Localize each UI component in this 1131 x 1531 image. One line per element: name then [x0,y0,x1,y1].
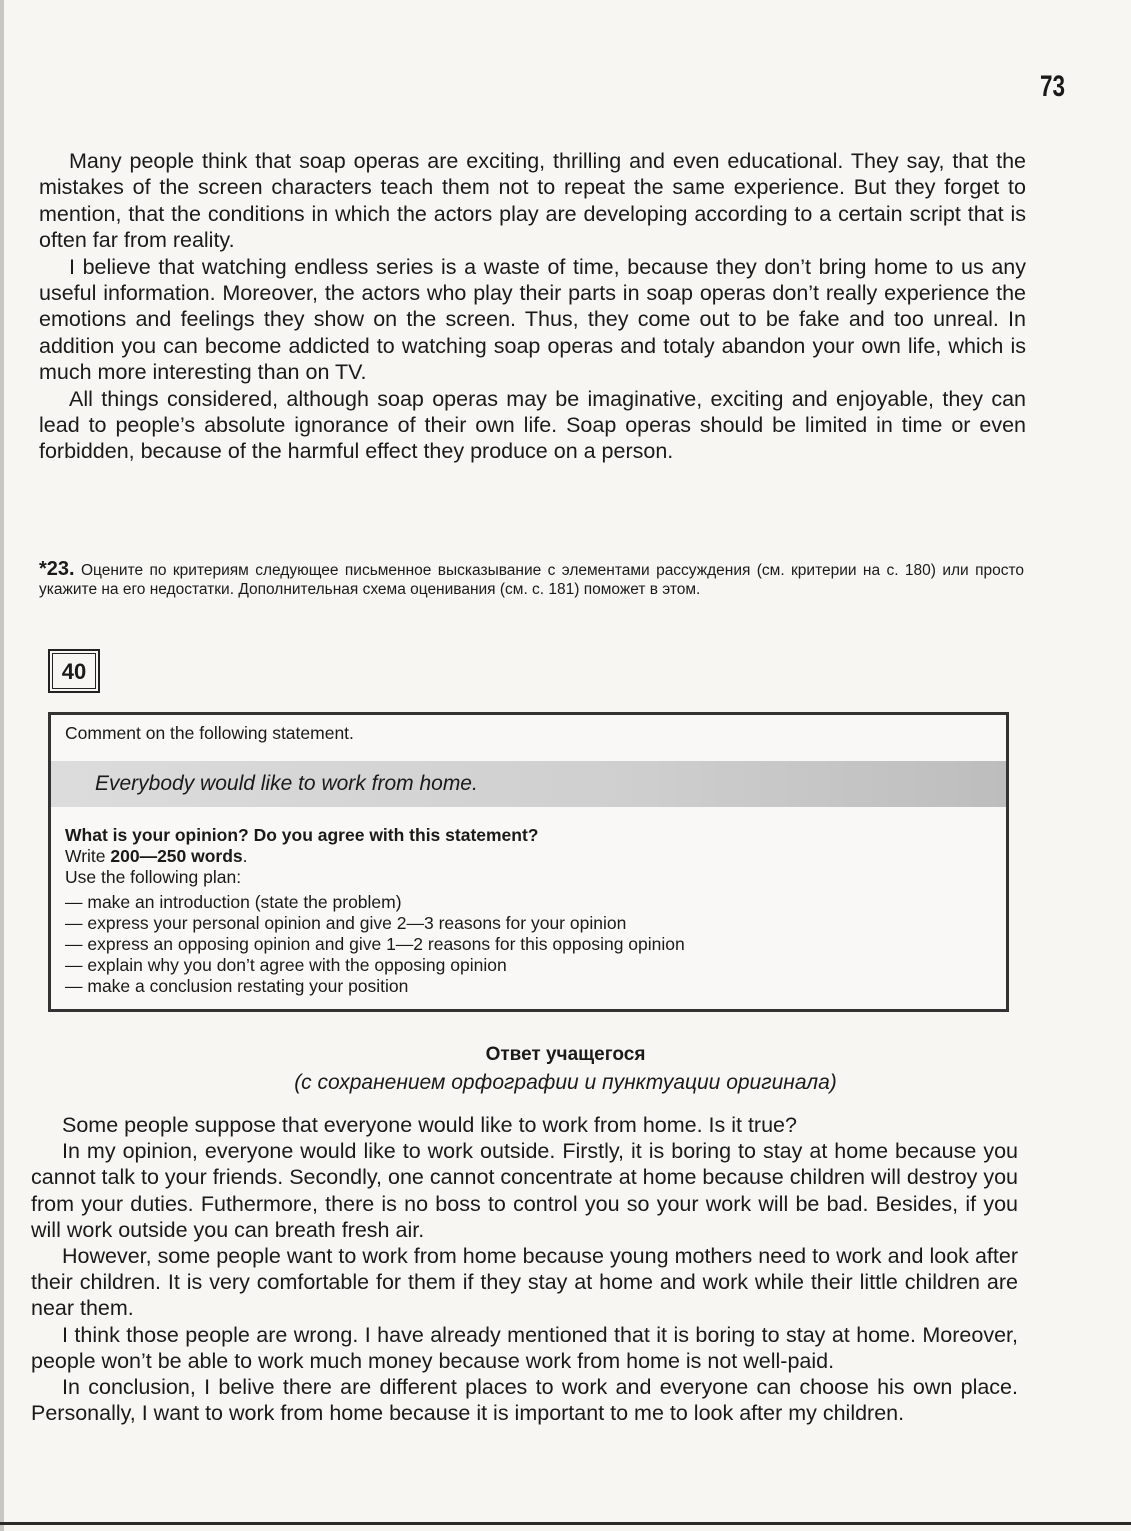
task-word-count-line [65,846,685,867]
task-body [65,825,685,997]
write-suffix: . [242,846,248,866]
plan-item: — express your personal opinion and give 2—3 reasons for your opinion [65,913,685,934]
task-number-badge: 40 [48,649,100,693]
plan-item: — explain why you don’t agree with the opposing opinion [65,955,685,976]
plan-item: — make a conclusion restating your position [65,976,685,997]
essay-paragraph: All things considered, although soap operas may be imaginative, exciting and enjoyable, they can lead to people’s absolute ignorance of their own life. Soap operas should be limited in time or even forbidden, because of the harmful effect they produce on a person. [39,386,1026,464]
student-answer [31,1112,1018,1426]
plan-intro: Use the following plan: [65,867,242,887]
task-question: What is your opinion? Do you agree with this statement? [65,825,539,845]
answer-title: Ответ учащегося [485,1044,646,1065]
task-23-text: Оцените по критериям следующее письменное высказывание с элементами рассуждения (см. критерии на с. 180) или просто укажите на его недостатки. Дополнительная схема оценивания (см. с. 181) поможет в этом. [39,562,1024,598]
answer-paragraph: In my opinion, everyone would like to work outside. Firstly, it is boring to stay at home because you cannot talk to your friends. Secondly, one cannot concentrate at home because children will destroy you from your duties. Futhermore, there is no boss to control you so your work will be bad. Besides, if you will work outside you can breath fresh air. [31,1139,1018,1242]
answer-paragraph: Some people suppose that everyone would like to work from home. Is it true? [62,1113,797,1137]
task-23-instruction [39,560,1024,599]
sample-essay [39,148,1026,465]
task-statement: Everybody would like to work from home. [95,772,478,795]
answer-paragraph: In conclusion, I belive there are different places to work and everyone can choose his own place. Personally, I want to work from home because it is important to me to look after my children. [31,1375,1018,1426]
page-left-edge [0,0,4,1531]
essay-paragraph: Many people think that soap operas are exciting, thrilling and even educational. They say, that the mistakes of the screen characters teach them not to repeat the same experience. But they forget to mention, that the conditions in which the actors play are developing according to a certain script that is often far from reality. [39,149,1026,253]
write-prefix: Write [65,846,111,866]
task-box [48,712,1009,1012]
task-23-number: *23. [39,558,75,580]
bottom-rule [0,1522,1131,1525]
plan-list [65,892,685,997]
statement-bar [51,761,1006,807]
answer-subtitle: (с сохранением орфографии и пунктуации оригинала) [294,1071,837,1094]
task-instruction: Comment on the following statement. [65,723,354,743]
essay-paragraph: I believe that watching endless series is a waste of time, because they don’t bring home to us any useful information. Moreover, the actors who play their parts in soap operas don’t really experience the emotions and feelings they show on the screen. Thus, they come out to be fake and too unreal. In addition you can become addicted to watching soap operas and totaly abandon your own life, which is much more interesting than on TV. [39,254,1026,385]
plan-item: — make an introduction (state the problem) [65,892,685,913]
answer-paragraph: I think those people are wrong. I have already mentioned that it is boring to stay at home. Moreover, people won’t be able to work much money because work from home is not well-paid. [31,1322,1018,1373]
page-number: 73 [1040,70,1066,103]
word-count: 200—250 words [110,846,243,866]
plan-item: — express an opposing opinion and give 1—2 reasons for this opposing opinion [65,934,685,955]
answer-paragraph: However, some people want to work from home because young mothers need to work and look after their children. It is very comfortable for them if they stay at home and work while their little children are near them. [31,1244,1018,1321]
